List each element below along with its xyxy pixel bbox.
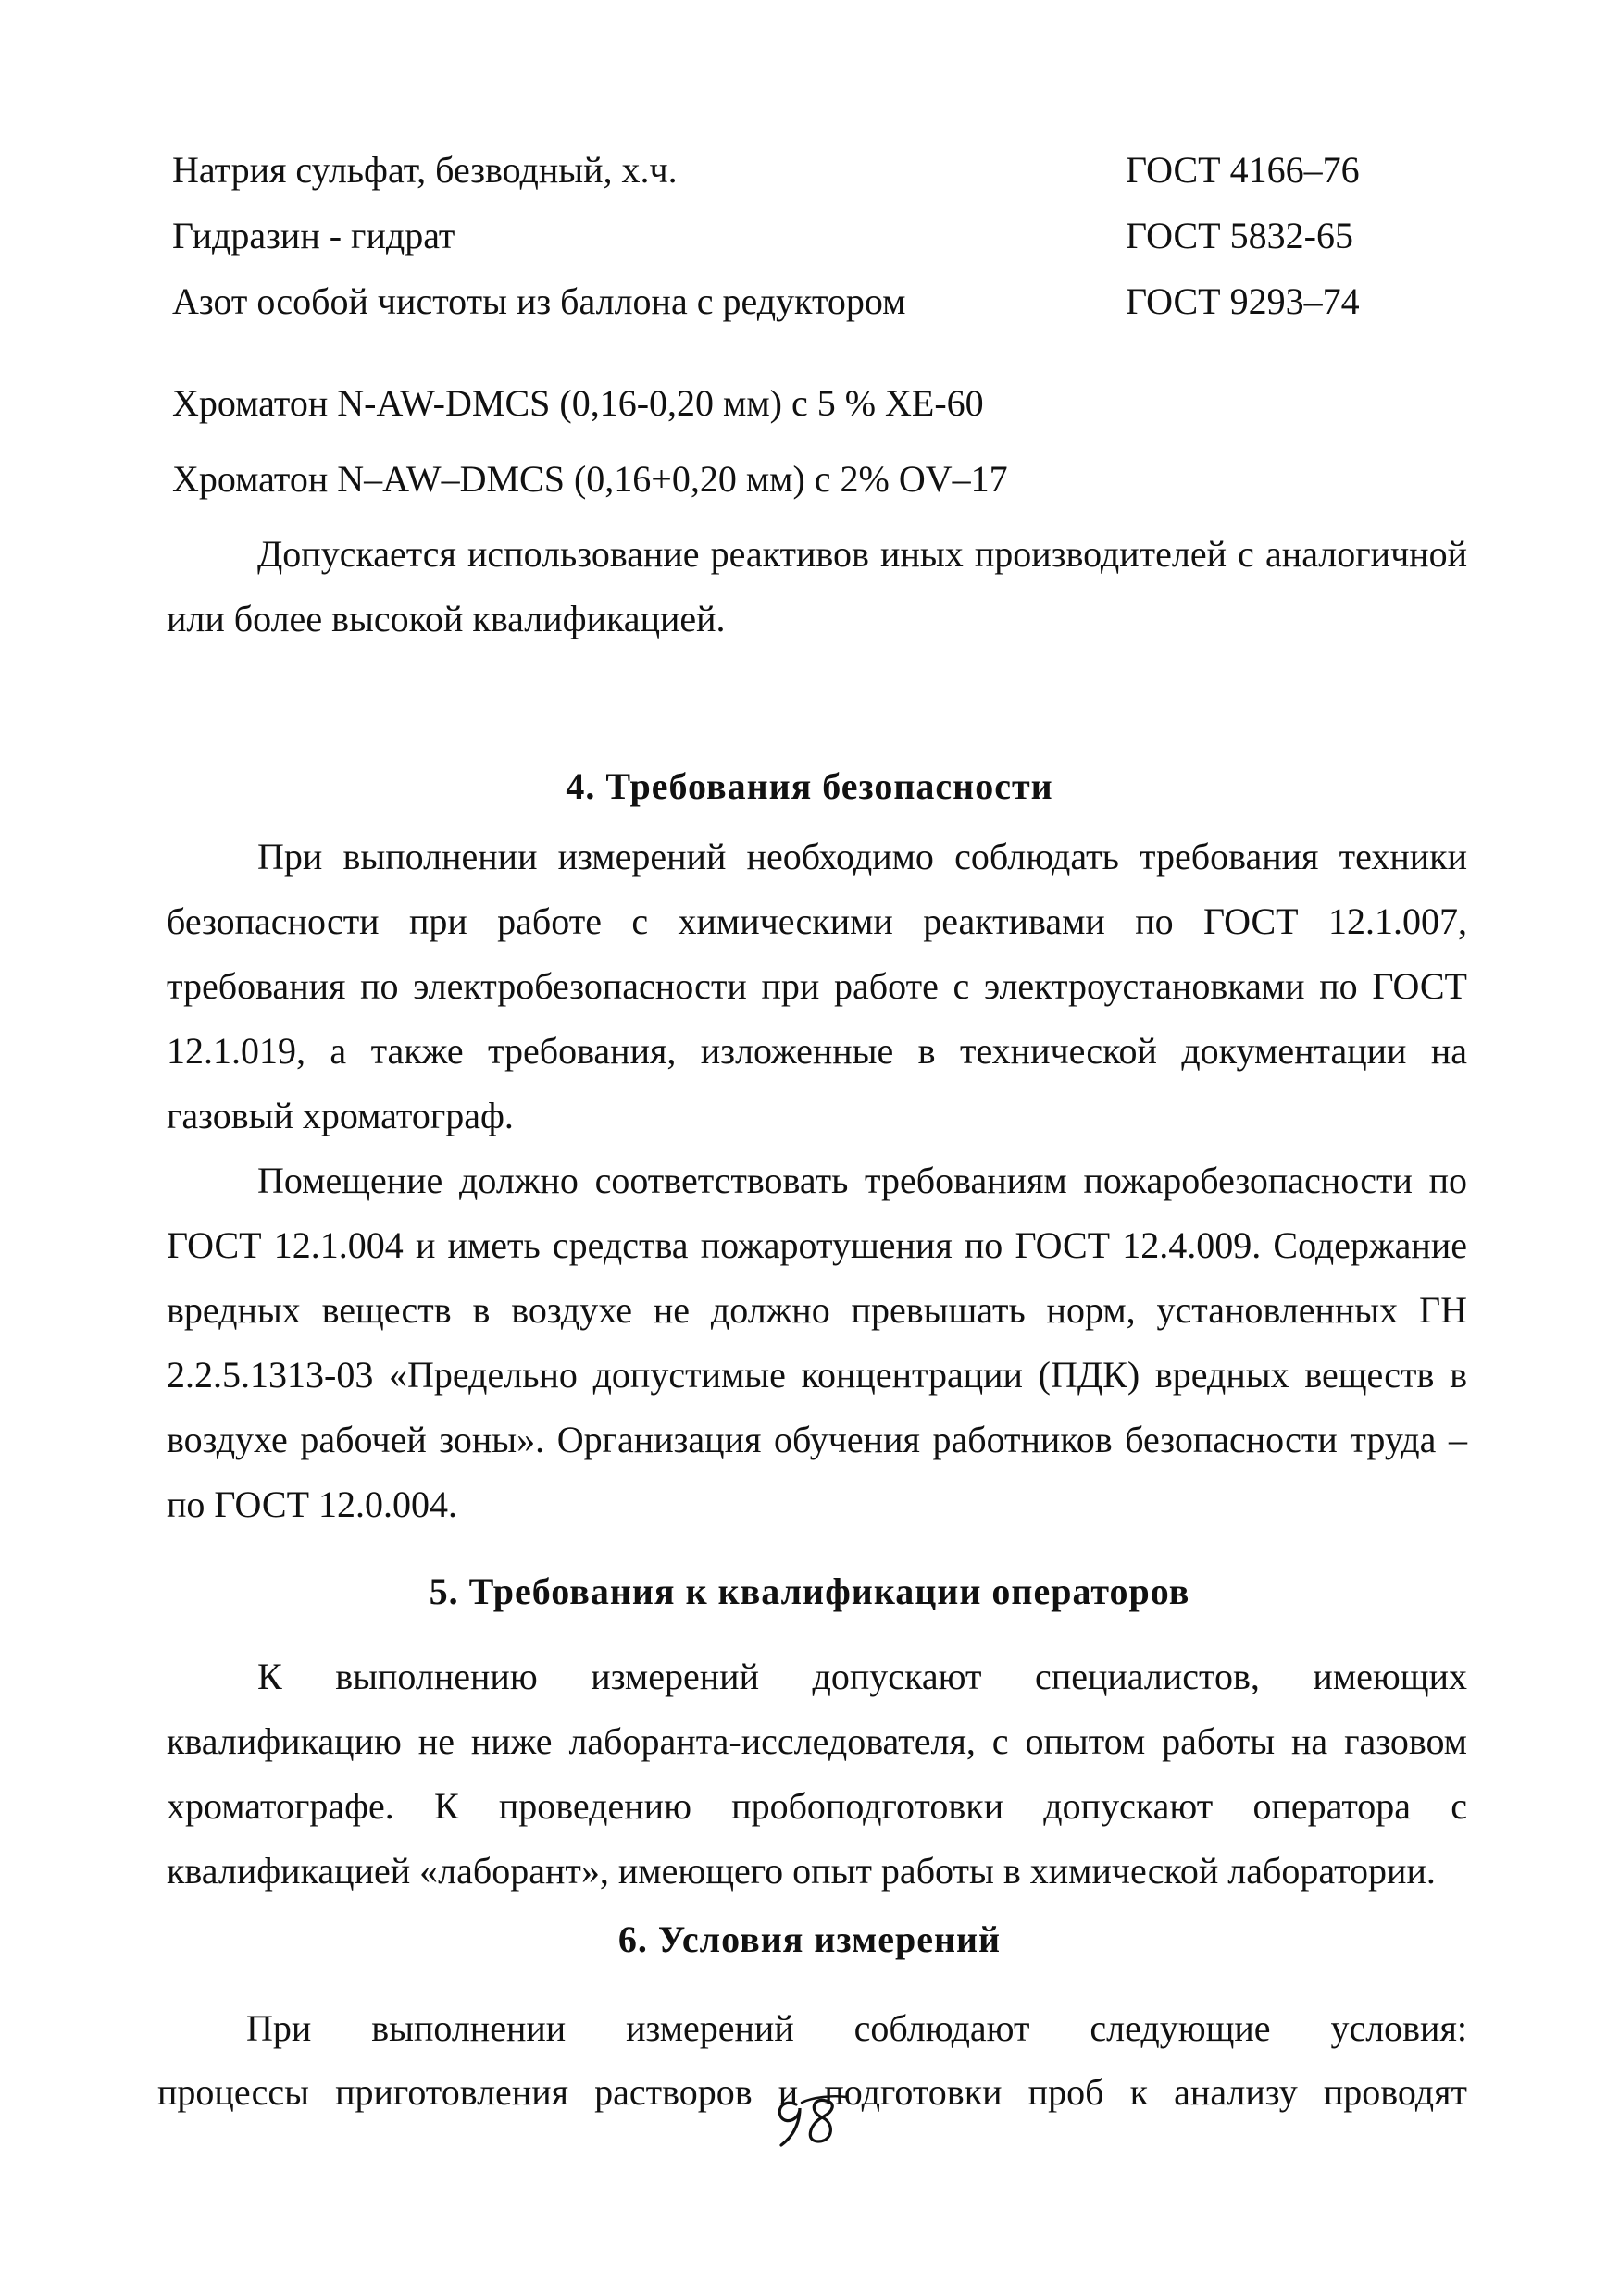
word: При <box>246 2007 312 2049</box>
reagent-row <box>172 279 1366 345</box>
section-6-line-1 <box>246 2006 1467 2050</box>
word: измерений <box>626 2007 794 2049</box>
chromaton-ov17-line: Хроматон N–AW–DMCS (0,16+0,20 мм) с 2% OV–17 <box>172 458 1008 500</box>
word: следующие <box>1090 2007 1271 2049</box>
section-5-heading: 5. Требования к квалификации операторов <box>429 1570 1190 1612</box>
chromaton-xe60-line: Хроматон N-AW-DMCS (0,16-0,20 мм) с 5 % XE-60 <box>172 382 984 424</box>
reagents-list <box>172 148 1366 345</box>
allowance-paragraph: Допускается использование реактивов иных производителей с аналогичной или более высокой квалификацией. <box>167 533 1467 639</box>
section-4-paragraph-1: При выполнении измерений необходимо соблюдать требования техники безопасности при работе с химическими реактивами по ГОСТ 12.1.007, требования по электробезопасности при работе с электроустановками по ГОСТ 12.1.019, а также требования, изложенные в технической документации на газовый хроматограф. <box>167 836 1467 1136</box>
word: выполнении <box>371 2007 567 2049</box>
reagent-row <box>172 148 1366 214</box>
section-5-paragraph: К выполнению измерений допускают специалистов, имеющих квалификацию не ниже лаборанта-исследователя, с опытом работы на газовом хроматографе. К проведению пробоподготовки допускают оператора с квалификацией «лаборант», имеющего опыт работы в химической лаборатории. <box>167 1656 1467 1892</box>
reagent-standard: ГОСТ 5832-65 <box>1126 215 1353 256</box>
word: условия: <box>1330 2007 1467 2049</box>
reagent-name: Гидразин - гидрат <box>172 215 455 256</box>
section-6-line-2: процессы приготовления растворов и подготовки проб к анализу проводят <box>157 2071 1467 2113</box>
section-6-heading: 6. Условия измерений <box>617 1918 1002 1960</box>
reagent-name: Азот особой чистоты из баллона с редуктором <box>172 280 906 322</box>
reagent-standard: ГОСТ 9293–74 <box>1126 280 1360 322</box>
word: соблюдают <box>853 2007 1030 2049</box>
section-5-body <box>167 1644 1467 1904</box>
reagent-standard: ГОСТ 4166–76 <box>1126 149 1360 191</box>
reagent-row <box>172 214 1366 279</box>
page-number <box>0 2088 1619 2157</box>
section-4-paragraph-2: Помещение должно соответствовать требованиям пожаробезопасности по ГОСТ 12.1.004 и иметь средства пожаротушения по ГОСТ 12.4.009. Содержание вредных веществ в воздухе не должно превышать норм, установленных ГН 2.2.5.1313-03 «Предельно допустимые концентрации (ПДК) вредных веществ в воздухе рабочей зоны». Организация обучения работников безопасности труда – по ГОСТ 12.0.004. <box>167 1160 1467 1525</box>
reagent-name: Натрия сульфат, безводный, х.ч. <box>172 149 678 191</box>
handwritten-page-number-icon <box>768 2088 852 2153</box>
section-4-heading: 4. Требования безопасности <box>566 765 1053 807</box>
section-4-body <box>167 825 1467 1537</box>
